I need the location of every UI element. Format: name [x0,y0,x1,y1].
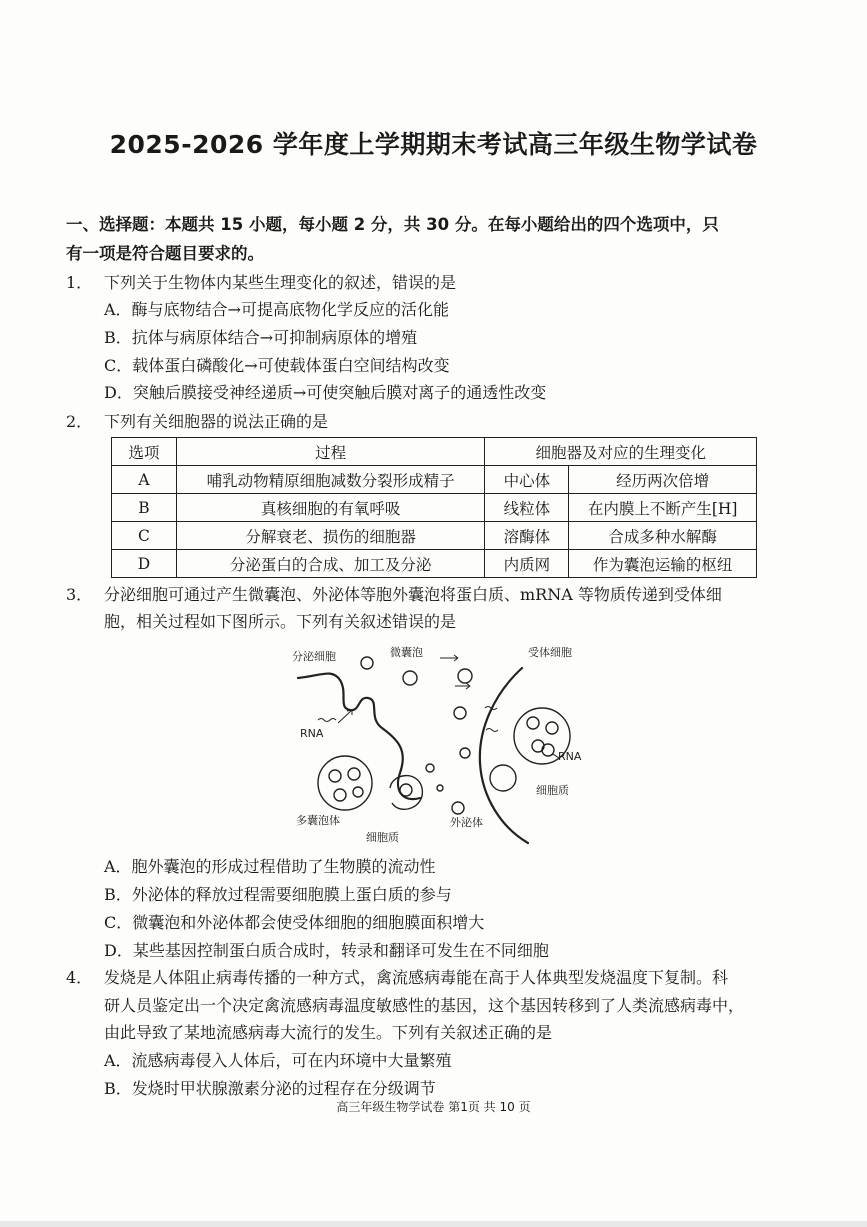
arrow-icon [440,655,458,661]
section-heading-line-1: 一、选择题：本题共 15 小题，每小题 2 分，共 30 分。在每小题给出的四个选项中，只 [66,215,719,234]
table-cell: 线粒体 [485,494,569,522]
table-cell: 哺乳动物精原细胞减数分裂形成精子 [176,466,484,494]
question-3-stem-line-1: 分泌细胞可通过产生微囊泡、外泌体等胞外囊泡将蛋白质、mRNA 等物质传递到受体细 [104,585,722,604]
label-receptor-cell: 受体细胞 [528,646,572,659]
scan-edge [0,1221,867,1227]
question-1-stem: 下列关于生物体内某些生理变化的叙述，错误的是 [104,273,457,292]
table-cell: C [112,522,177,550]
label-rna-right: RNA [558,750,582,763]
question-1-option-c: C．载体蛋白磷酸化→可使载体蛋白空间结构改变 [104,356,450,375]
table-header-row [112,438,757,466]
label-secretory-cell: 分泌细胞 [292,650,336,663]
question-1-option-d: D．突触后膜接受神经递质→可使突触后膜对离子的通透性改变 [104,383,547,402]
microvesicle [458,669,472,683]
multivesicular-body [318,756,372,810]
label-multivesicular-body: 多囊泡体 [296,814,340,827]
section-heading [66,210,801,268]
vesicle-transport-diagram [290,638,600,848]
exam-title: 2025-2026 学年度上学期期末考试高三年级生物学试卷 [109,130,758,159]
question-1-number: 1． [66,273,93,292]
question-2-number: 2． [66,412,93,431]
table-header-cell: 细胞器及对应的生理变化 [485,438,757,466]
question-4-stem-line-2: 研人员鉴定出一个决定禽流感病毒温度敏感性的基因，这个基因转移到了人类流感病毒中， [104,996,745,1015]
question-3-number: 3． [66,585,93,604]
page-footer: 高三年级生物学试卷 第1页 共 10 页 [336,1100,531,1114]
question-3-stem-line-2: 胞，相关过程如下图所示。下列有关叙述错误的是 [104,612,457,631]
rna-strand [318,719,336,722]
question-3-option-c: C．微囊泡和外泌体都会使受体细胞的细胞膜面积增大 [104,913,485,932]
receptor-cell-membrane [480,668,528,843]
question-4-stem-line-1: 发烧是人体阻止病毒传播的一种方式，禽流感病毒能在高于人体典型发烧温度下复制。科 [104,968,729,987]
table-cell: 溶酶体 [485,522,569,550]
question-2-stem: 下列有关细胞器的说法正确的是 [104,412,329,431]
question-4-option-a: A．流感病毒侵入人体后，可在内环境中大量繁殖 [104,1051,452,1070]
microvesicle [361,657,373,669]
table-cell: B [112,494,177,522]
table-row [112,466,757,494]
question-3-option-b: B．外泌体的释放过程需要细胞膜上蛋白质的参与 [104,885,452,904]
microvesicle [403,671,417,685]
table-cell: 在内膜上不断产生[H] [569,494,757,522]
table-cell: D [112,550,177,578]
label-rna-left: RNA [300,727,324,740]
question-3-option-d: D．某些基因控制蛋白质合成时，转录和翻译可发生在不同细胞 [104,941,549,960]
table-cell: 中心体 [485,466,569,494]
organelle-table [111,437,757,578]
label-cytoplasm-left: 细胞质 [366,831,399,844]
arrow-icon [338,710,352,723]
exosome-release-pocket [390,776,422,810]
table-cell: 真核细胞的有氧呼吸 [176,494,484,522]
question-1-option-b: B．抗体与病原体结合→可抑制病原体的增殖 [104,328,418,347]
question-4-stem-line-3: 由此导致了某地流感病毒大流行的发生。下列有关叙述正确的是 [104,1023,553,1042]
table-row [112,550,757,578]
table-row [112,522,757,550]
section-heading-line-2: 有一项是符合题目要求的。 [66,244,264,263]
exosome [452,802,464,814]
label-microvesicle: 微囊泡 [390,646,423,659]
table-cell: 作为囊泡运输的枢纽 [569,550,757,578]
table-cell: 分解衰老、损伤的细胞器 [176,522,484,550]
question-1-option-a: A．酶与底物结合→可提高底物化学反应的活化能 [104,300,449,319]
table-row [112,494,757,522]
table-cell: 经历两次倍增 [569,466,757,494]
question-3-option-a: A．胞外囊泡的形成过程借助了生物膜的流动性 [104,857,436,876]
table-cell: A [112,466,177,494]
table-cell: 内质网 [485,550,569,578]
label-cytoplasm-right: 细胞质 [536,784,569,797]
table-header-cell: 选项 [112,438,177,466]
question-4-number: 4． [66,968,93,987]
table-cell: 合成多种水解酶 [569,522,757,550]
table-header-cell: 过程 [176,438,484,466]
label-exosome: 外泌体 [450,816,483,829]
question-4-option-b: B．发烧时甲状腺激素分泌的过程存在分级调节 [104,1079,436,1098]
table-cell: 分泌蛋白的合成、加工及分泌 [176,550,484,578]
